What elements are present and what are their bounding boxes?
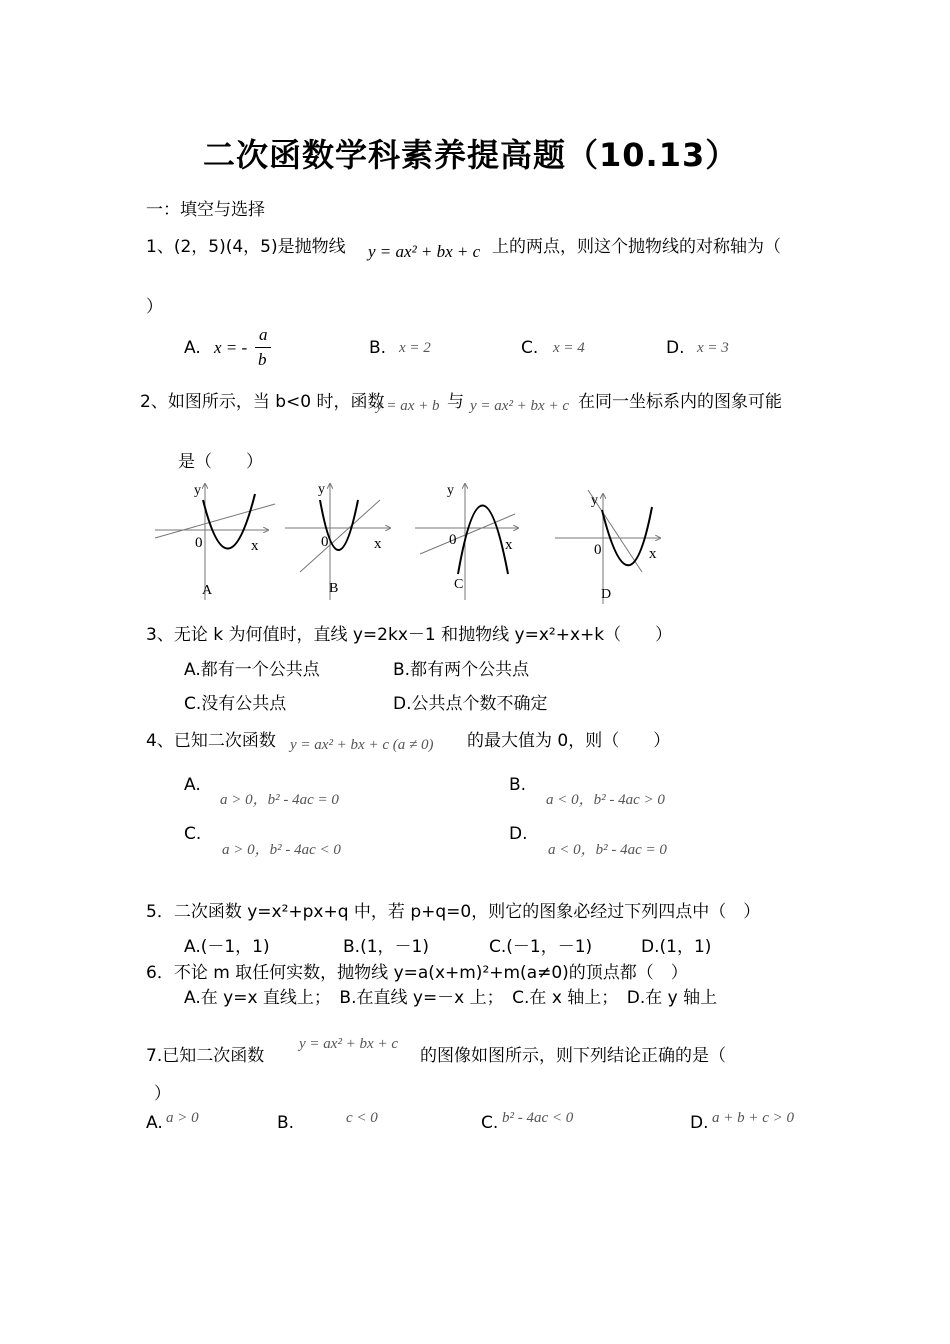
graph-a-y-label: y — [194, 483, 201, 498]
q4-option-a-math: a > 0，b² - 4ac = 0 — [220, 792, 339, 808]
q7-option-a-label: A. — [146, 1113, 163, 1133]
graph-c — [415, 483, 518, 600]
graph-b — [285, 482, 390, 600]
q3-option-c: C.没有公共点 — [184, 694, 287, 714]
q1-option-a-math: x = - — [214, 338, 248, 357]
graph-b-origin: 0 — [321, 534, 329, 550]
q1-option-d-label: D. — [666, 338, 685, 358]
graph-d-letter: D — [601, 587, 612, 602]
q6-text: 6．不论 m 取任何实数，抛物线 y=a(x+m)²+m(a≠0)的顶点都（ ） — [146, 963, 688, 983]
q7-option-d-label: D. — [690, 1113, 709, 1133]
graph-d — [555, 490, 660, 604]
q7-option-b-label: B. — [277, 1113, 295, 1133]
q4-option-d-math: a < 0，b² - 4ac = 0 — [548, 842, 667, 858]
graph-b-x-label: x — [374, 536, 382, 552]
q7-option-a-math: a > 0 — [166, 1110, 199, 1126]
q3-option-a: A.都有一个公共点 — [184, 660, 320, 680]
graph-a — [155, 483, 275, 600]
q7-formula: y = ax² + bx + c — [299, 1036, 398, 1052]
q1-option-c-math: x = 4 — [553, 340, 585, 356]
graph-a-origin: 0 — [195, 535, 203, 551]
graph-c-y-label: y — [447, 483, 454, 498]
section-heading: 一：填空与选择 — [146, 200, 265, 220]
q4-text-a: 4、已知二次函数 — [146, 731, 276, 751]
q7-option-b-math: c < 0 — [346, 1110, 378, 1126]
graph-a-x-label: x — [251, 538, 259, 554]
q1-option-c-label: C. — [521, 338, 539, 358]
q4-option-b-label: B. — [509, 775, 527, 795]
q2-graphs — [140, 472, 680, 607]
q1-text-b: 上的两点，则这个抛物线的对称轴为（ — [492, 237, 781, 257]
q4-option-b-math: a < 0，b² - 4ac > 0 — [546, 792, 665, 808]
q4-option-a-label: A. — [184, 775, 201, 795]
q4-text-b: 的最大值为 0，则（ ） — [467, 731, 671, 751]
q1-option-b-label: B. — [369, 338, 387, 358]
q7-option-c-label: C. — [481, 1113, 499, 1133]
graph-b-y-label: y — [318, 482, 325, 497]
q5-option-d: D.(1，1) — [641, 937, 712, 957]
q5-option-c: C.(－1，－1) — [489, 937, 593, 957]
q3-text: 3、无论 k 为何值时，直线 y=2kx－1 和抛物线 y=x²+x+k（ ） — [146, 625, 673, 645]
q1-option-a-numerator: a — [259, 325, 268, 344]
q7-option-d-math: a + b + c > 0 — [712, 1110, 795, 1126]
q1-fraction-bar — [255, 347, 271, 348]
graph-d-x-label: x — [649, 546, 657, 562]
graph-d-y-label: y — [591, 493, 598, 508]
q1-option-a-denominator: b — [258, 350, 267, 369]
graph-c-origin: 0 — [449, 532, 457, 548]
q2-text-mid: 与 — [447, 392, 464, 412]
q4-option-c-math: a > 0，b² - 4ac < 0 — [222, 842, 341, 858]
q7-close: ） — [154, 1084, 171, 1104]
q4-option-c-label: C. — [184, 824, 202, 844]
q1-close: ） — [146, 297, 163, 317]
q2-text-b: 在同一坐标系内的图象可能 — [578, 392, 782, 412]
page-title: 二次函数学科素养提高题（10.13） — [203, 136, 739, 174]
q7-option-c-math: b² - 4ac < 0 — [502, 1110, 574, 1126]
q4-option-d-label: D. — [509, 824, 528, 844]
q1-option-d-math: x = 3 — [697, 340, 729, 356]
q1-option-a-label: A. — [184, 338, 201, 358]
graph-c-letter: C — [454, 577, 464, 592]
graph-b-letter: B — [329, 581, 339, 596]
q4-formula: y = ax² + bx + c (a ≠ 0) — [290, 737, 434, 753]
q2-formula2: y = ax² + bx + c — [470, 398, 569, 414]
q1-text-a: 1、(2，5)(4，5)是抛物线 — [146, 237, 346, 257]
graph-c-x-label: x — [505, 537, 513, 553]
q2-formula1: y = ax + b — [376, 398, 440, 414]
q5-text: 5．二次函数 y=x²+px+q 中，若 p+q=0，则它的图象必经过下列四点中（ ） — [146, 902, 761, 922]
q3-option-b: B.都有两个公共点 — [393, 660, 530, 680]
graph-a-letter: A — [202, 583, 213, 598]
q6-options: A.在 y=x 直线上； B.在直线 y=－x 上； C.在 x 轴上； D.在 y 轴上 — [184, 988, 718, 1008]
graph-d-origin: 0 — [594, 542, 602, 558]
q7-text-a: 7.已知二次函数 — [146, 1046, 265, 1066]
q2-text-c: 是（ ） — [178, 452, 263, 472]
q1-formula: y = ax² + bx + c — [368, 242, 481, 261]
q5-option-b: B.(1，－1) — [343, 937, 429, 957]
q3-option-d: D.公共点个数不确定 — [393, 694, 548, 714]
q1-option-b-math: x = 2 — [399, 340, 431, 356]
q2-text-a: 2、如图所示，当 b<0 时，函数 — [140, 392, 385, 412]
q5-option-a: A.(－1，1) — [184, 937, 270, 957]
q7-text-b: 的图像如图所示，则下列结论正确的是（ — [420, 1046, 726, 1066]
